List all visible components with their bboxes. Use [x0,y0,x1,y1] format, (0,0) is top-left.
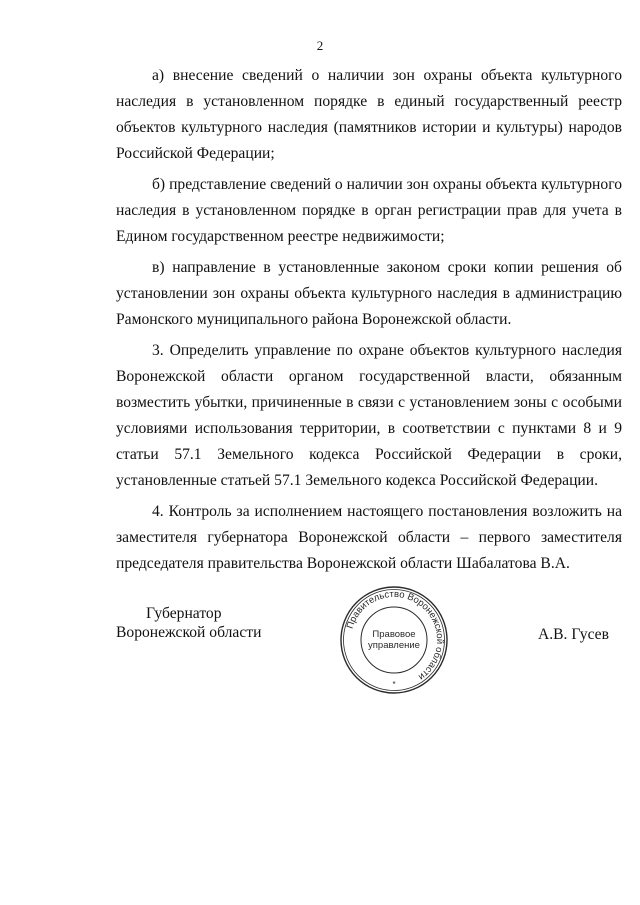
paragraph-4: 4. Контроль за исполнением настоящего постановления возложить на заместителя губернатора Воронежской области – первого заместителя председателя правительства Воронежской области Шабалатова В.А. [116,503,622,572]
signatory-title-line2: Воронежской области [116,624,262,641]
page-number: 2 [316,38,324,53]
paragraph-a: а) внесение сведений о наличии зон охраны объекта культурного наследия в установленном порядке в единый государственный реестр объектов культурного наследия (памятников истории и культуры) народов Российской Федерации; [116,67,622,162]
paragraph-b: б) представление сведений о наличии зон охраны объекта культурного наследия в установленном порядке в орган регистрации прав для учета в Едином государственном реестре недвижимости; [116,176,622,245]
seal-center-line2: управление [368,640,420,651]
seal-star-icon: * [392,680,396,689]
signatory-name: А.В. Гусев [538,626,609,643]
paragraph-c: в) направление в установленные законом сроки копии решения об установлении зон охраны объекта культурного наследия в администрацию Рамонского муниципального района Воронежской области. [116,259,622,328]
paragraph-3: 3. Определить управление по охране объектов культурного наследия Воронежской области органом государственной власти, обязанным возместить убытки, причиненные в связи с установлением зоны с особыми условиями использования территории, в соответствии с пунктами 8 и 9 статьи 57.1 Земельного кодекса Российской Федерации в сроки, установленные статьей 57.1 Земельного кодекса Российской Федерации. [116,342,622,489]
official-seal-stamp [339,585,449,695]
seal-center-line1: Правовое [372,629,416,640]
document-body [116,63,622,582]
signatory-title-line1: Губернатор [146,605,222,622]
seal-ring-text: Правительство Воронежской области [344,588,446,683]
signatory-title [116,604,276,642]
